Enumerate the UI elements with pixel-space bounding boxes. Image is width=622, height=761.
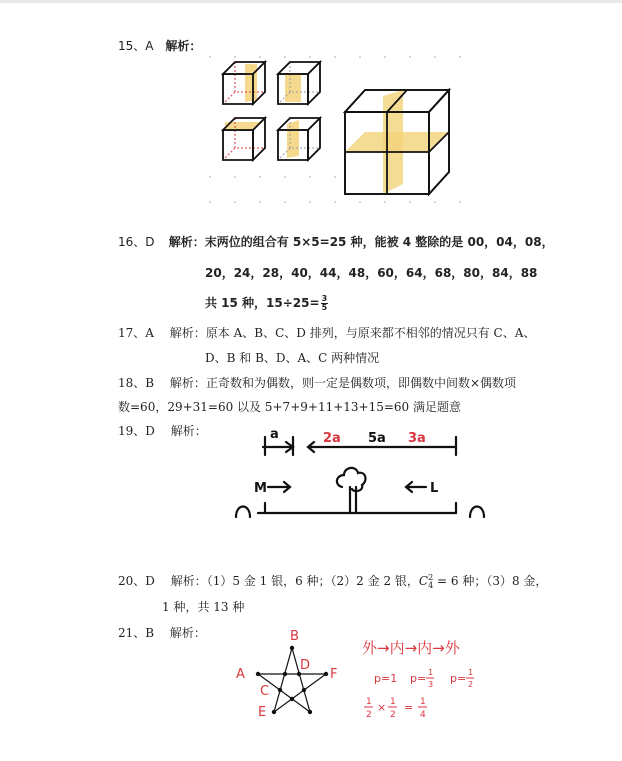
q16-text-3: 共 15 种，15÷25= <box>205 296 320 310</box>
q21-label: 解析： <box>169 626 206 640</box>
q21-star-figure <box>232 628 342 723</box>
pentagram-lines <box>258 648 326 712</box>
l-arrow <box>406 482 426 492</box>
prob-3-num: 1 <box>468 668 474 677</box>
q16-line1 <box>118 234 554 250</box>
combination-sup: 2 <box>428 572 434 582</box>
bottom-ticks <box>265 503 456 513</box>
q16-text-1: 末两位的组合有 5×5=25 种，能被 4 整除的是 00，04，08， <box>204 235 554 249</box>
q21-header: 21、B <box>118 626 155 640</box>
q19-label: 解析： <box>170 424 207 438</box>
combination-sub: 4 <box>428 580 434 590</box>
q18-line1 <box>118 375 516 391</box>
small-cube-4 <box>278 118 320 160</box>
q18-text-1: 正奇数和为偶数，则一定是偶数项，即偶数中间数×偶数项 <box>205 376 516 390</box>
calc-num-2: 1 <box>390 697 396 707</box>
q17-text-1: 原本 A、B、C、D 排列，与原来都不相邻的情况只有 C、A、 <box>205 326 536 340</box>
tree-icon <box>337 468 366 513</box>
q19-header: 19、D <box>118 424 155 438</box>
q21-notes <box>362 637 497 722</box>
label-a-point: A <box>236 667 245 682</box>
q15-cube-figure <box>205 52 465 207</box>
q20-line2: 1 种，共 13 种 <box>162 600 245 614</box>
label-l: L <box>430 481 439 496</box>
q15-line <box>118 38 201 54</box>
large-cube <box>345 90 449 194</box>
right-arc <box>470 507 484 518</box>
route-note: 外→内→内→外 <box>362 639 460 657</box>
calc-op: × <box>377 701 387 714</box>
q20-text-1b: = 6 种；（3）8 金， <box>433 574 548 588</box>
q20-line1 <box>118 573 547 590</box>
small-cube-1 <box>223 62 265 104</box>
q20-label: 解析： <box>170 574 207 588</box>
q19-sketch <box>228 425 498 525</box>
prob-2-lhs: p= <box>410 672 427 685</box>
calc-eq: = <box>404 701 414 714</box>
prob-3-den: 2 <box>468 680 474 689</box>
q16-fraction <box>321 295 329 312</box>
label-c-point: C <box>260 684 270 699</box>
q21-line1 <box>118 625 206 641</box>
label-e-point: E <box>258 705 267 720</box>
q16-header: 16、D <box>118 235 155 249</box>
label-d-point: D <box>300 658 311 673</box>
prob-2-den: 3 <box>428 680 434 689</box>
label-a: a <box>270 427 279 442</box>
q16-line2: 20，24，28，40，44，48，60，64，68，80，84，88 <box>205 266 538 280</box>
label-f-point: F <box>330 667 338 682</box>
label-3a: 3a <box>408 431 426 446</box>
calc-den-1: 2 <box>366 710 372 720</box>
small-cube-3 <box>223 118 265 160</box>
label-m: M <box>254 481 267 496</box>
q20-text-1a: （1）5 金 1 银，6 种；（2）2 金 2 银， <box>206 574 419 588</box>
calc-num-3: 1 <box>420 697 426 707</box>
left-arc <box>236 507 250 518</box>
q18-header: 18、B <box>118 376 155 390</box>
q17-label: 解析： <box>169 326 206 340</box>
prob-2-num: 1 <box>428 668 434 677</box>
q16-label: 解析： <box>168 235 205 249</box>
q18-label: 解析： <box>169 376 206 390</box>
q15-label: 解析： <box>165 39 202 53</box>
prob-1: p=1 <box>374 672 398 685</box>
q16-frac-den: 5 <box>321 303 328 312</box>
q16-line3 <box>205 295 328 312</box>
small-cube-2 <box>278 62 320 104</box>
q17-line1 <box>118 325 535 341</box>
label-5a: 5a <box>368 431 386 446</box>
q16-frac-num: 3 <box>321 294 328 303</box>
combination-symbol: C <box>418 574 429 588</box>
m-arrow <box>268 482 290 492</box>
top-divider <box>0 0 622 3</box>
q15-header: 15、A <box>118 39 154 53</box>
calc-num-1: 1 <box>366 697 372 707</box>
calc-den-3: 4 <box>420 710 426 720</box>
label-2a: 2a <box>323 431 341 446</box>
q17-header: 17、A <box>118 326 154 340</box>
q19-line1 <box>118 423 207 439</box>
prob-3-lhs: p= <box>450 672 467 685</box>
q17-line2: D、B 和 B、D、A、C 两种情况 <box>205 351 380 365</box>
q18-line2: 数=60，29+31=60 以及 5+7+9+11+13+15=60 满足题意 <box>118 400 461 414</box>
q20-header: 20、D <box>118 574 155 588</box>
label-b-point: B <box>290 629 299 644</box>
calc-den-2: 2 <box>390 710 396 720</box>
